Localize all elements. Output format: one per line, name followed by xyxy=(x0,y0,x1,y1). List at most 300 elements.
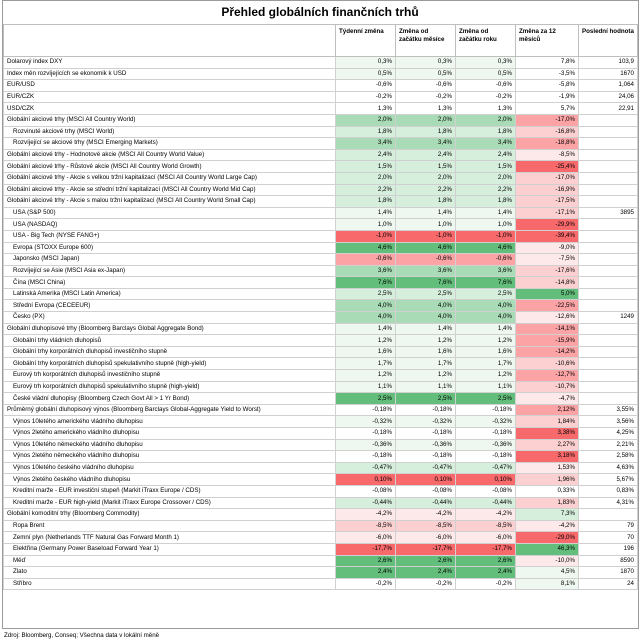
table-row xyxy=(4,277,638,289)
weekly-change-cell: 2,2% xyxy=(336,184,396,196)
mtd-change-cell: 1,2% xyxy=(396,370,456,382)
ytd-change-cell: -0,08% xyxy=(456,485,516,497)
mtd-change-cell: 2,5% xyxy=(396,288,456,300)
row-label: Střední Evropa (CECEEUR) xyxy=(4,300,336,312)
table-row xyxy=(4,161,638,173)
last-value-cell: 1,064 xyxy=(579,80,638,92)
table-row xyxy=(4,196,638,208)
12m-change-cell: 1,53% xyxy=(516,462,579,474)
last-value-cell: 0,83% xyxy=(579,485,638,497)
ytd-change-cell: -0,18% xyxy=(456,428,516,440)
ytd-change-cell: -0,6% xyxy=(456,254,516,266)
ytd-change-cell: -17,7% xyxy=(456,543,516,555)
12m-change-cell: 1,83% xyxy=(516,497,579,509)
table-row xyxy=(4,126,638,138)
source-note: Zdroj: Bloomberg, Conseq; Všechna data v lokální měně xyxy=(4,632,160,639)
row-label: Rozvinuté akciové trhy (MSCI World) xyxy=(4,126,336,138)
12m-change-cell: 2,12% xyxy=(516,404,579,416)
table-row xyxy=(4,381,638,393)
ytd-change-cell: -4,2% xyxy=(456,509,516,521)
last-value-cell: 5,67% xyxy=(579,474,638,486)
12m-change-cell: -12,7% xyxy=(516,370,579,382)
weekly-change-cell: -0,44% xyxy=(336,497,396,509)
last-value-cell: 79 xyxy=(579,520,638,532)
ytd-change-cell: -0,44% xyxy=(456,497,516,509)
table-row xyxy=(4,138,638,150)
last-value-cell: 3,56% xyxy=(579,416,638,428)
12m-change-cell: -17,0% xyxy=(516,114,579,126)
weekly-change-cell: -0,08% xyxy=(336,485,396,497)
table-row xyxy=(4,68,638,80)
12m-change-cell: 2,27% xyxy=(516,439,579,451)
last-value-cell: 1870 xyxy=(579,567,638,579)
12m-change-cell: 3,18% xyxy=(516,451,579,463)
table-header-row xyxy=(4,25,638,57)
table-row xyxy=(4,428,638,440)
12m-change-cell: -16,9% xyxy=(516,184,579,196)
12m-change-cell: -4,7% xyxy=(516,393,579,405)
ytd-change-cell: 1,8% xyxy=(456,126,516,138)
row-label: České vládní dluhopisy (Bloomberg Czech Govt All > 1 Yr Bond) xyxy=(4,393,336,405)
mtd-change-cell: 3,6% xyxy=(396,265,456,277)
row-label: Kreditní marže - EUR high-yield (Markit iTraxx Europe Crossover / CDS) xyxy=(4,497,336,509)
mtd-change-cell: -0,32% xyxy=(396,416,456,428)
row-label: Elektřina (Germany Power Baseload Forward Year 1) xyxy=(4,543,336,555)
12m-change-cell: -15,9% xyxy=(516,335,579,347)
mtd-change-cell: 1,8% xyxy=(396,126,456,138)
row-label: Zemní plyn (Netherlands TTF Natural Gas Forward Month 1) xyxy=(4,532,336,544)
ytd-change-cell: 1,1% xyxy=(456,381,516,393)
12m-change-cell: -8,5% xyxy=(516,149,579,161)
mtd-change-cell: -0,2% xyxy=(396,578,456,590)
ytd-change-cell: 2,5% xyxy=(456,288,516,300)
row-label: Index měn rozvíjejících se ekonomik k USD xyxy=(4,68,336,80)
last-value-cell xyxy=(579,393,638,405)
last-value-cell xyxy=(579,277,638,289)
header-last-value: Poslední hodnota xyxy=(579,25,638,57)
weekly-change-cell: 1,3% xyxy=(336,103,396,115)
row-label: Výnos 10letého německého vládního dluhopisu xyxy=(4,439,336,451)
weekly-change-cell: -1,0% xyxy=(336,230,396,242)
mtd-change-cell: 0,10% xyxy=(396,474,456,486)
mtd-change-cell: -0,18% xyxy=(396,404,456,416)
ytd-change-cell: 1,2% xyxy=(456,370,516,382)
weekly-change-cell: 1,1% xyxy=(336,381,396,393)
12m-change-cell: 46,3% xyxy=(516,543,579,555)
ytd-change-cell: -0,18% xyxy=(456,451,516,463)
mtd-change-cell: 0,5% xyxy=(396,68,456,80)
ytd-change-cell: 4,0% xyxy=(456,300,516,312)
last-value-cell xyxy=(579,196,638,208)
mtd-change-cell: 2,4% xyxy=(396,149,456,161)
ytd-change-cell: 2,0% xyxy=(456,172,516,184)
mtd-change-cell: -0,6% xyxy=(396,80,456,92)
last-value-cell: 1249 xyxy=(579,312,638,324)
weekly-change-cell: 4,6% xyxy=(336,242,396,254)
mtd-change-cell: -0,47% xyxy=(396,462,456,474)
last-value-cell xyxy=(579,509,638,521)
ytd-change-cell: 1,4% xyxy=(456,207,516,219)
table-row xyxy=(4,543,638,555)
table-row xyxy=(4,254,638,266)
mtd-change-cell: -0,6% xyxy=(396,254,456,266)
row-label: Globální akciové trhy - Růstové akcie (MSCI All Country World Growth) xyxy=(4,161,336,173)
header-12m: Změna za 12 měsíců xyxy=(516,25,579,57)
row-label: USD/CZK xyxy=(4,103,336,115)
12m-change-cell: -10,6% xyxy=(516,358,579,370)
weekly-change-cell: -0,6% xyxy=(336,80,396,92)
table-row xyxy=(4,451,638,463)
weekly-change-cell: 2,0% xyxy=(336,114,396,126)
table-row xyxy=(4,358,638,370)
header-ytd: Změna od začátku roku xyxy=(456,25,516,57)
row-label: Eurový trh korporátních dluhopisů investičního stupně xyxy=(4,370,336,382)
table-row xyxy=(4,91,638,103)
table-row xyxy=(4,462,638,474)
last-value-cell xyxy=(579,370,638,382)
12m-change-cell: 3,38% xyxy=(516,428,579,440)
row-label: Výnos 2letého německého vládního dluhopisu xyxy=(4,451,336,463)
table-row xyxy=(4,497,638,509)
row-label: Globální akciové trhy - Hodnotové akcie (MSCI All Country World Value) xyxy=(4,149,336,161)
row-label: Latinská Amerika (MSCI Latin America) xyxy=(4,288,336,300)
table-row xyxy=(4,346,638,358)
last-value-cell xyxy=(579,161,638,173)
ytd-change-cell: 7,6% xyxy=(456,277,516,289)
last-value-cell xyxy=(579,114,638,126)
12m-change-cell: -17,5% xyxy=(516,196,579,208)
last-value-cell: 22,91 xyxy=(579,103,638,115)
table-row xyxy=(4,288,638,300)
table-row xyxy=(4,265,638,277)
12m-change-cell: -29,9% xyxy=(516,219,579,231)
last-value-cell: 3895 xyxy=(579,207,638,219)
12m-change-cell: 5,0% xyxy=(516,288,579,300)
last-value-cell: 2,21% xyxy=(579,439,638,451)
table-row xyxy=(4,335,638,347)
table-row xyxy=(4,219,638,231)
12m-change-cell: -17,1% xyxy=(516,207,579,219)
ytd-change-cell: 0,5% xyxy=(456,68,516,80)
row-label: Měď xyxy=(4,555,336,567)
weekly-change-cell: 1,4% xyxy=(336,323,396,335)
row-label: Rozvíjející se akciové trhy (MSCI Emerging Markets) xyxy=(4,138,336,150)
mtd-change-cell: 4,0% xyxy=(396,300,456,312)
table-row xyxy=(4,474,638,486)
12m-change-cell: -39,4% xyxy=(516,230,579,242)
mtd-change-cell: 7,6% xyxy=(396,277,456,289)
weekly-change-cell: 3,6% xyxy=(336,265,396,277)
12m-change-cell: 5,7% xyxy=(516,103,579,115)
last-value-cell: 8590 xyxy=(579,555,638,567)
mtd-change-cell: 4,0% xyxy=(396,312,456,324)
ytd-change-cell: 2,4% xyxy=(456,567,516,579)
table-row xyxy=(4,184,638,196)
12m-change-cell: -7,5% xyxy=(516,254,579,266)
12m-change-cell: -12,6% xyxy=(516,312,579,324)
12m-change-cell: 7,3% xyxy=(516,509,579,521)
ytd-change-cell: 1,8% xyxy=(456,196,516,208)
last-value-cell: 3,55% xyxy=(579,404,638,416)
last-value-cell xyxy=(579,358,638,370)
mtd-change-cell: -0,08% xyxy=(396,485,456,497)
last-value-cell xyxy=(579,323,638,335)
mtd-change-cell: 2,0% xyxy=(396,172,456,184)
12m-change-cell: -25,4% xyxy=(516,161,579,173)
weekly-change-cell: -0,47% xyxy=(336,462,396,474)
weekly-change-cell: 1,2% xyxy=(336,370,396,382)
ytd-change-cell: 1,5% xyxy=(456,161,516,173)
12m-change-cell: 1,96% xyxy=(516,474,579,486)
row-label: USA - Big Tech (NYSE FANG+) xyxy=(4,230,336,242)
mtd-change-cell: -0,18% xyxy=(396,428,456,440)
12m-change-cell: -4,2% xyxy=(516,520,579,532)
weekly-change-cell: 0,5% xyxy=(336,68,396,80)
12m-change-cell: 4,5% xyxy=(516,567,579,579)
row-label: Globální akciové trhy - Akcie se střední tržní kapitalizací (MSCI All Country World Mid Cap) xyxy=(4,184,336,196)
last-value-cell xyxy=(579,172,638,184)
mtd-change-cell: 1,4% xyxy=(396,323,456,335)
table-row xyxy=(4,230,638,242)
table-row xyxy=(4,393,638,405)
mtd-change-cell: 1,7% xyxy=(396,358,456,370)
row-label: Evropa (STOXX Europe 600) xyxy=(4,242,336,254)
mtd-change-cell: 2,5% xyxy=(396,393,456,405)
ytd-change-cell: -0,2% xyxy=(456,91,516,103)
mtd-change-cell: 2,4% xyxy=(396,567,456,579)
weekly-change-cell: -0,18% xyxy=(336,428,396,440)
weekly-change-cell: 3,4% xyxy=(336,138,396,150)
last-value-cell: 103,9 xyxy=(579,57,638,69)
market-overview-table xyxy=(3,24,638,590)
row-label: Globální akciové trhy - Akcie s malou tržní kapitalizací (MSCI All Country World Small Cap) xyxy=(4,196,336,208)
ytd-change-cell: 1,4% xyxy=(456,323,516,335)
row-label: Výnos 2letého českého vládního dluhopisu xyxy=(4,474,336,486)
table-row xyxy=(4,567,638,579)
header-mtd: Změna od začátku měsíce xyxy=(396,25,456,57)
mtd-change-cell: 1,4% xyxy=(396,207,456,219)
mtd-change-cell: 4,6% xyxy=(396,242,456,254)
12m-change-cell: 8,1% xyxy=(516,578,579,590)
row-label: Globální akciové trhy - Akcie s velkou tržní kapitalizací (MSCI All Country World Large Cap) xyxy=(4,172,336,184)
weekly-change-cell: 4,0% xyxy=(336,300,396,312)
12m-change-cell: -14,8% xyxy=(516,277,579,289)
row-label: Globální dluhopisové trhy (Bloomberg Barclays Global Aggregate Bond) xyxy=(4,323,336,335)
weekly-change-cell: -0,2% xyxy=(336,578,396,590)
row-label: Výnos 10letého amerického vládního dluhopisu xyxy=(4,416,336,428)
table-row xyxy=(4,509,638,521)
last-value-cell xyxy=(579,254,638,266)
ytd-change-cell: -1,0% xyxy=(456,230,516,242)
page-title: Přehled globálních finančních trhů xyxy=(221,5,419,19)
row-label: Rozvíjející se Asie (MSCI Asia ex-Japan) xyxy=(4,265,336,277)
row-label: Globální komoditní trhy (Bloomberg Commodity) xyxy=(4,509,336,521)
12m-change-cell: 0,33% xyxy=(516,485,579,497)
weekly-change-cell: 2,5% xyxy=(336,393,396,405)
mtd-change-cell: -1,0% xyxy=(396,230,456,242)
last-value-cell xyxy=(579,335,638,347)
mtd-change-cell: 3,4% xyxy=(396,138,456,150)
12m-change-cell: -22,5% xyxy=(516,300,579,312)
table-row xyxy=(4,207,638,219)
table-row xyxy=(4,578,638,590)
mtd-change-cell: -4,2% xyxy=(396,509,456,521)
table-row xyxy=(4,57,638,69)
mtd-change-cell: 2,6% xyxy=(396,555,456,567)
last-value-cell xyxy=(579,288,638,300)
weekly-change-cell: 2,0% xyxy=(336,172,396,184)
ytd-change-cell: -8,5% xyxy=(456,520,516,532)
ytd-change-cell: 2,2% xyxy=(456,184,516,196)
last-value-cell xyxy=(579,242,638,254)
ytd-change-cell: 4,6% xyxy=(456,242,516,254)
row-label: Globální trhy vládních dluhopisů xyxy=(4,335,336,347)
mtd-change-cell: 1,3% xyxy=(396,103,456,115)
row-label: Dolarový index DXY xyxy=(4,57,336,69)
row-label: Globální akciové trhy (MSCI All Country World) xyxy=(4,114,336,126)
mtd-change-cell: 1,5% xyxy=(396,161,456,173)
table-row xyxy=(4,532,638,544)
mtd-change-cell: 0,3% xyxy=(396,57,456,69)
ytd-change-cell: 0,10% xyxy=(456,474,516,486)
ytd-change-cell: 2,4% xyxy=(456,149,516,161)
last-value-cell: 4,63% xyxy=(579,462,638,474)
ytd-change-cell: -6,0% xyxy=(456,532,516,544)
last-value-cell: 2,58% xyxy=(579,451,638,463)
row-label: Ropa Brent xyxy=(4,520,336,532)
table-row xyxy=(4,323,638,335)
12m-change-cell: -1,9% xyxy=(516,91,579,103)
row-label: Eurový trh korporátních dluhopisů spekulativního stupně (high-yield) xyxy=(4,381,336,393)
mtd-change-cell: 1,2% xyxy=(396,335,456,347)
table-row xyxy=(4,370,638,382)
12m-change-cell: -3,5% xyxy=(516,68,579,80)
weekly-change-cell: 1,5% xyxy=(336,161,396,173)
ytd-change-cell: 2,0% xyxy=(456,114,516,126)
table-row xyxy=(4,520,638,532)
last-value-cell: 24 xyxy=(579,578,638,590)
table-row xyxy=(4,485,638,497)
12m-change-cell: 1,84% xyxy=(516,416,579,428)
weekly-change-cell: -0,36% xyxy=(336,439,396,451)
ytd-change-cell: 1,6% xyxy=(456,346,516,358)
weekly-change-cell: -17,7% xyxy=(336,543,396,555)
mtd-change-cell: 2,0% xyxy=(396,114,456,126)
weekly-change-cell: -8,5% xyxy=(336,520,396,532)
last-value-cell xyxy=(579,126,638,138)
weekly-change-cell: -4,2% xyxy=(336,509,396,521)
mtd-change-cell: 1,1% xyxy=(396,381,456,393)
ytd-change-cell: 4,0% xyxy=(456,312,516,324)
row-label: Výnos 2letého amerického vládního dluhopisu xyxy=(4,428,336,440)
table-row xyxy=(4,416,638,428)
weekly-change-cell: 1,7% xyxy=(336,358,396,370)
last-value-cell xyxy=(579,219,638,231)
table-row xyxy=(4,242,638,254)
mtd-change-cell: -0,18% xyxy=(396,451,456,463)
ytd-change-cell: -0,47% xyxy=(456,462,516,474)
last-value-cell: 24,06 xyxy=(579,91,638,103)
weekly-change-cell: -0,32% xyxy=(336,416,396,428)
row-label: EUR/CZK xyxy=(4,91,336,103)
table-row xyxy=(4,300,638,312)
weekly-change-cell: 1,4% xyxy=(336,207,396,219)
row-label: Průměrný globální dluhopisový výnos (Bloomberg Barclays Global-Aggregate Yield to Worst) xyxy=(4,404,336,416)
weekly-change-cell: 2,6% xyxy=(336,555,396,567)
12m-change-cell: -10,0% xyxy=(516,555,579,567)
table-row xyxy=(4,114,638,126)
row-label: USA (NASDAQ) xyxy=(4,219,336,231)
weekly-change-cell: -0,2% xyxy=(336,91,396,103)
last-value-cell xyxy=(579,184,638,196)
weekly-change-cell: 2,4% xyxy=(336,149,396,161)
weekly-change-cell: 1,6% xyxy=(336,346,396,358)
weekly-change-cell: -6,0% xyxy=(336,532,396,544)
weekly-change-cell: -0,6% xyxy=(336,254,396,266)
ytd-change-cell: -0,36% xyxy=(456,439,516,451)
12m-change-cell: -18,8% xyxy=(516,138,579,150)
ytd-change-cell: -0,32% xyxy=(456,416,516,428)
last-value-cell xyxy=(579,381,638,393)
mtd-change-cell: 1,8% xyxy=(396,196,456,208)
row-label: EUR/USD xyxy=(4,80,336,92)
table-row xyxy=(4,404,638,416)
12m-change-cell: -17,0% xyxy=(516,172,579,184)
12m-change-cell: -29,0% xyxy=(516,532,579,544)
last-value-cell: 196 xyxy=(579,543,638,555)
ytd-change-cell: 1,7% xyxy=(456,358,516,370)
ytd-change-cell: 0,3% xyxy=(456,57,516,69)
ytd-change-cell: -0,2% xyxy=(456,578,516,590)
12m-change-cell: -5,8% xyxy=(516,80,579,92)
weekly-change-cell: 0,10% xyxy=(336,474,396,486)
mtd-change-cell: -0,36% xyxy=(396,439,456,451)
table-row xyxy=(4,103,638,115)
table-row xyxy=(4,80,638,92)
last-value-cell: 4,31% xyxy=(579,497,638,509)
row-label: USA (S&P 500) xyxy=(4,207,336,219)
row-label: Globální trhy korporátních dluhopisů investičního stupně xyxy=(4,346,336,358)
last-value-cell xyxy=(579,346,638,358)
last-value-cell: 70 xyxy=(579,532,638,544)
weekly-change-cell: 0,3% xyxy=(336,57,396,69)
12m-change-cell: 7,8% xyxy=(516,57,579,69)
ytd-change-cell: 1,0% xyxy=(456,219,516,231)
weekly-change-cell: 7,6% xyxy=(336,277,396,289)
ytd-change-cell: 3,6% xyxy=(456,265,516,277)
mtd-change-cell: 2,2% xyxy=(396,184,456,196)
table-row xyxy=(4,312,638,324)
weekly-change-cell: -0,18% xyxy=(336,404,396,416)
ytd-change-cell: 2,6% xyxy=(456,555,516,567)
table-row xyxy=(4,149,638,161)
weekly-change-cell: 4,0% xyxy=(336,312,396,324)
last-value-cell xyxy=(579,138,638,150)
row-label: Globální trhy korporátních dluhopisů spekulativního stupně (high-yield) xyxy=(4,358,336,370)
12m-change-cell: -16,8% xyxy=(516,126,579,138)
row-label: Česko (PX) xyxy=(4,312,336,324)
header-weekly: Týdenní změna xyxy=(336,25,396,57)
12m-change-cell: -17,6% xyxy=(516,265,579,277)
ytd-change-cell: 3,4% xyxy=(456,138,516,150)
ytd-change-cell: -0,6% xyxy=(456,80,516,92)
last-value-cell xyxy=(579,230,638,242)
mtd-change-cell: -17,7% xyxy=(396,543,456,555)
row-label: Zlato xyxy=(4,567,336,579)
weekly-change-cell: 1,0% xyxy=(336,219,396,231)
last-value-cell: 1670 xyxy=(579,68,638,80)
row-label: Japonsko (MSCI Japan) xyxy=(4,254,336,266)
